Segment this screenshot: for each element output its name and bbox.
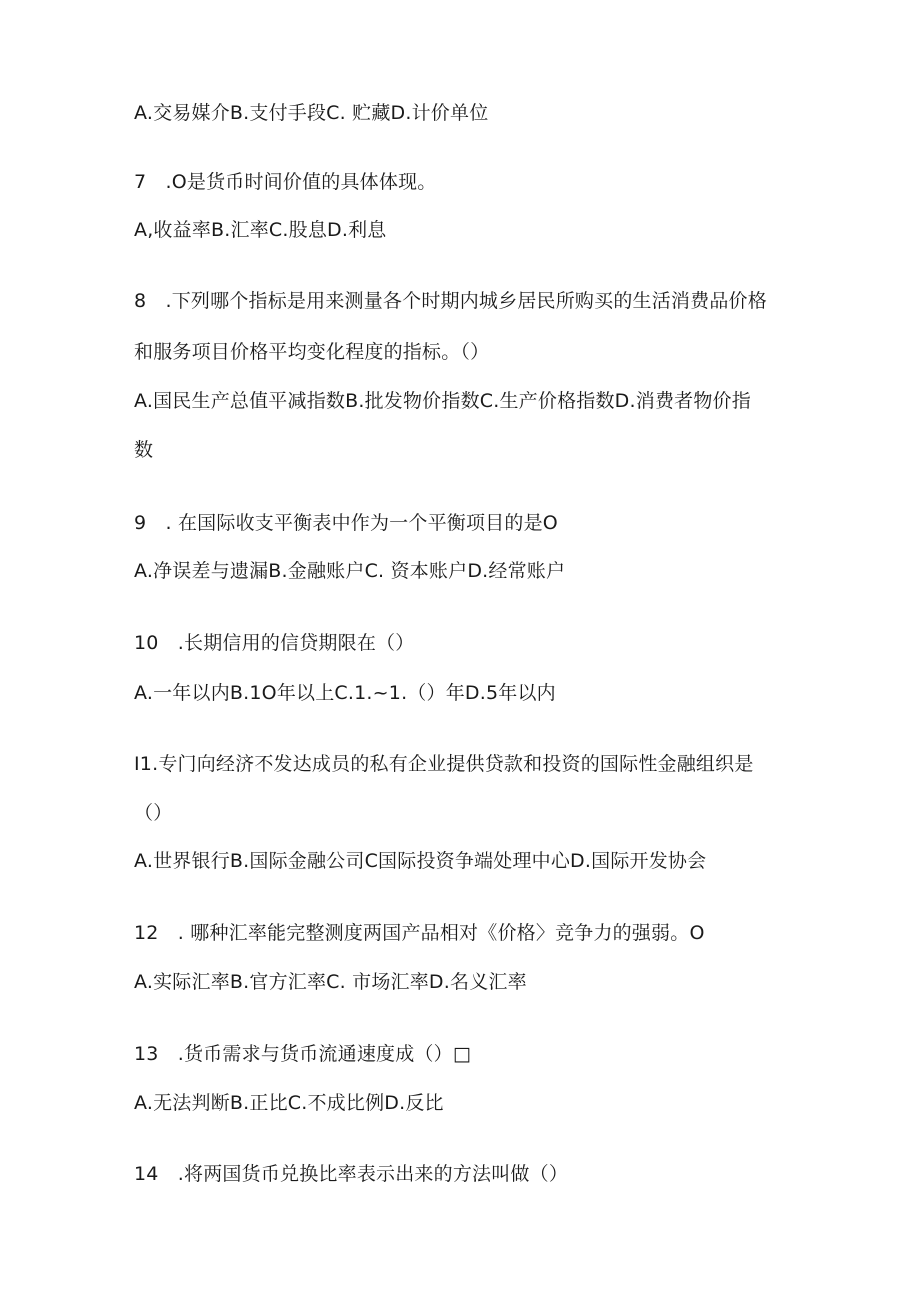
q13-question: 13 .货币需求与货币流通速度成（）□ (134, 1043, 471, 1065)
q7-question: 7 .O是货币时间价值的具体体现。 (134, 171, 437, 193)
q13-options: A.无法判断B.正比C.不成比例D.反比 (134, 1092, 444, 1114)
q7-options: A,收益率B.汇率C.股息D.利息 (134, 219, 387, 241)
q14-question: 14 .将两国货币兑换比率表示出来的方法叫做（） (134, 1163, 569, 1185)
q8-options-line1: A.国民生产总值平减指数B.批发物价指数C.生产价格指数D.消费者物价指 (134, 390, 751, 412)
q8-question-line2: 和服务项目价格平均变化程度的指标。（） (134, 341, 490, 363)
q6-options: A.交易媒介B.支付手段C. 贮藏D.计价单位 (134, 102, 489, 124)
q10-question: 10 .长期信用的信贷期限在（） (134, 632, 415, 654)
q9-question: 9 . 在国际收支平衡表中作为一个平衡项目的是O (134, 512, 558, 534)
q8-options-line2: 数 (134, 439, 154, 461)
q9-options: A.净误差与遗漏B.金融账户C. 资本账户D.经常账户 (134, 560, 566, 582)
q11-question-line1: I1.专门向经济不发达成员的私有企业提供贷款和投资的国际性金融组织是 (134, 753, 754, 775)
q10-options: A.一年以内B.1O年以上C.1.~1.（）年D.5年以内 (134, 682, 556, 704)
q11-options: A.世界银行B.国际金融公司C国际投资争端处理中心D.国际开发协会 (134, 850, 707, 872)
q12-question: 12 . 哪种汇率能完整测度两国产品相对《价格〉竞争力的强弱。O (134, 922, 705, 944)
q11-question-line2: （） (134, 802, 173, 824)
q8-question-line1: 8 .下列哪个指标是用来测量各个时期内城乡居民所购买的生活消费品价格 (134, 290, 767, 312)
q12-options: A.实际汇率B.官方汇率C. 市场汇率D.名义汇率 (134, 971, 527, 993)
